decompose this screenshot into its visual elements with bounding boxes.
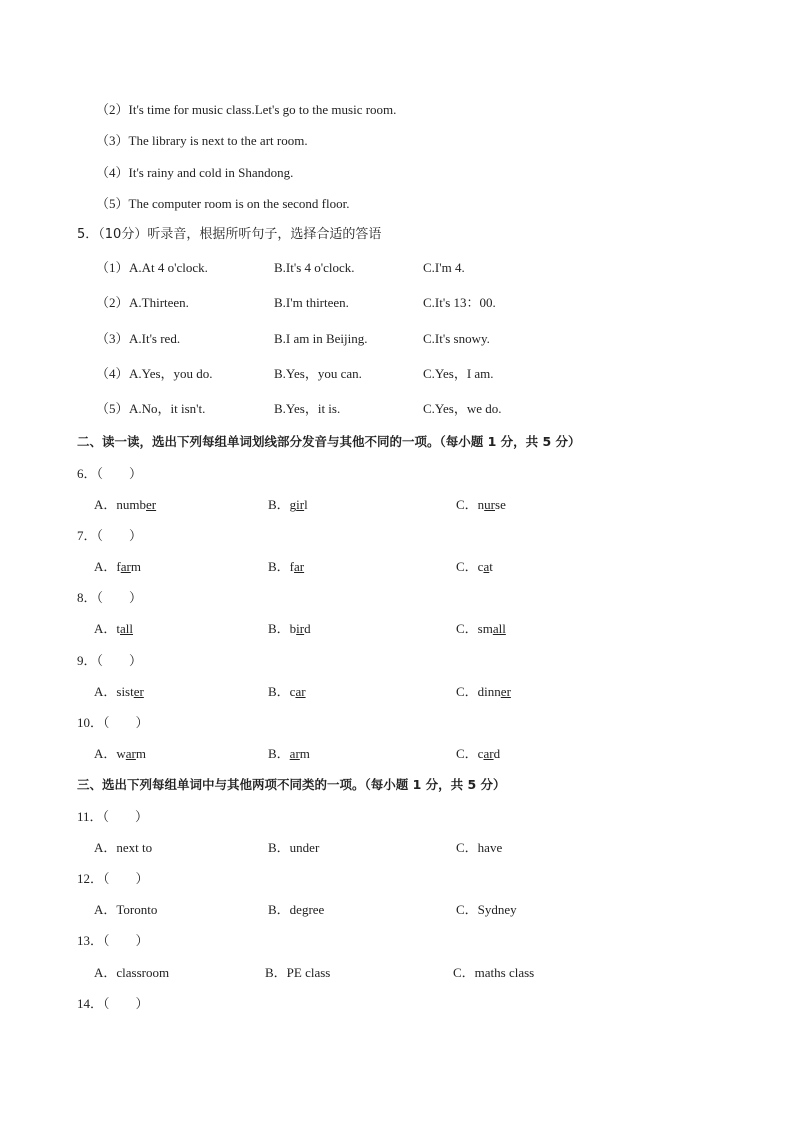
question-number: 12．（ ）	[77, 871, 149, 886]
option-b: B.It's 4 o'clock.	[274, 260, 355, 275]
option-b: B．PE class	[265, 965, 331, 980]
option-a: A．warm	[94, 746, 147, 761]
option-b: B．bird	[268, 621, 311, 636]
section-2-header: 二、读一读，选出下列每组单词划线部分发音与其他不同的一项。（每小题 1 分，共 5 分）	[77, 434, 581, 449]
option-b: B．girl	[268, 497, 308, 512]
question-number: 9．（ ）	[77, 653, 143, 668]
item-number: （4）	[96, 366, 129, 381]
option-c: C．card	[456, 746, 501, 761]
section-3-header: 三、选出下列每组单词中与其他两项不同类的一项。（每小题 1 分，共 5 分）	[77, 777, 506, 792]
question-number: 7．（ ）	[77, 528, 143, 543]
question-number: 13．（ ）	[77, 933, 149, 948]
question-number: 6．（ ）	[77, 466, 143, 481]
option-c: C．small	[456, 621, 506, 636]
option-a: A.It's red.	[129, 331, 181, 346]
option-c: C.Yes，we do.	[423, 401, 502, 416]
option-c: C.It's 13：00.	[423, 295, 496, 310]
option-a: A．number	[94, 497, 157, 512]
listen-sentence: （4）It's rainy and cold in Shandong.	[96, 165, 294, 180]
option-a: A．tall	[94, 621, 134, 636]
question-number: 8．（ ）	[77, 590, 143, 605]
item-number: （1）	[96, 260, 129, 275]
question-number: 14．（ ）	[77, 996, 149, 1011]
option-b: B．arm	[268, 746, 310, 761]
option-b: B.I'm thirteen.	[274, 295, 349, 310]
question-number: 11．（ ）	[77, 809, 149, 824]
option-a: A．farm	[94, 559, 141, 574]
option-c: C.Yes，I am.	[423, 366, 494, 381]
option-a: A．next to	[94, 840, 153, 855]
option-a: A.Yes，you do.	[129, 366, 213, 381]
option-b: B．under	[268, 840, 320, 855]
option-a: A.Thirteen.	[129, 295, 189, 310]
option-b: B．degree	[268, 902, 325, 917]
option-b: B．far	[268, 559, 305, 574]
option-c: C．Sydney	[456, 902, 517, 917]
listen-sentence: （5）The computer room is on the second floor.	[96, 196, 350, 211]
option-c: C．have	[456, 840, 503, 855]
listen-sentence: （3）The library is next to the art room.	[96, 133, 308, 148]
option-c: C.I'm 4.	[423, 260, 465, 275]
option-c: C．nurse	[456, 497, 506, 512]
option-a: A．sister	[94, 684, 144, 699]
option-a: A.At 4 o'clock.	[129, 260, 208, 275]
option-b: B.Yes，you can.	[274, 366, 362, 381]
question-5-title: 5．（10分）听录音，根据所听句子，选择合适的答语	[77, 227, 382, 242]
option-b: B.Yes，it is.	[274, 401, 341, 416]
option-a: A．classroom	[94, 965, 170, 980]
item-number: （2）	[96, 295, 129, 310]
option-b: B.I am in Beijing.	[274, 331, 368, 346]
item-number: （5）	[96, 401, 129, 416]
option-a: A.No，it isn't.	[129, 401, 206, 416]
option-c: C．dinner	[456, 684, 511, 699]
option-c: C．maths class	[453, 965, 535, 980]
option-b: B．car	[268, 684, 306, 699]
question-number: 10．（ ）	[77, 715, 149, 730]
item-number: （3）	[96, 331, 129, 346]
option-c: C.It's snowy.	[423, 331, 490, 346]
listen-sentence: （2）It's time for music class.Let's go to the music room.	[96, 102, 397, 117]
option-a: A．Toronto	[94, 902, 158, 917]
option-c: C．cat	[456, 559, 493, 574]
